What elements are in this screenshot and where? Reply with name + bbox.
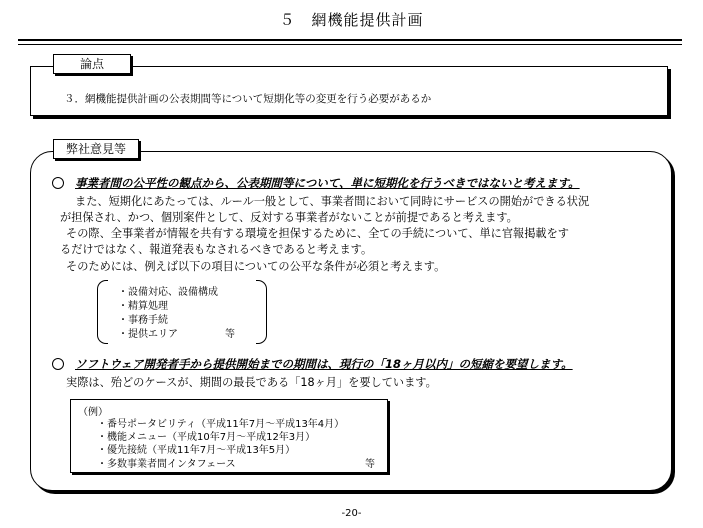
point1-heading: 事業者間の公平性の観点から、公表期間等について、単に短期化を行うべきではないと考えます。 (75, 176, 580, 190)
example-1: ・番号ポータビリティ（平成11年7月～平成13年4月） (97, 419, 345, 430)
point1-line-4: るだけではなく、報道発表もなされるべきであると考えます。 (60, 243, 373, 256)
point1-bullet-icon (52, 177, 64, 189)
example-2: ・機能メニュー（平成10年7月～平成12年3月） (97, 432, 316, 443)
point2-heading: ソフトウェア開発者手から提供開始までの期間は、現行の「18ヶ月以内」の短縮を要望します。 (75, 357, 573, 371)
page-title: ５ 網機能提供計画 (279, 11, 424, 29)
point1-line-2: が担保され、かつ、個別案件として、反対する事業者がないことが前提であると考えます。 (60, 211, 518, 224)
examples-suffix: 等 (365, 459, 375, 470)
point1-line-3: その際、全事業者が情報を共有する環境を担保するために、全ての手続について、単に官報掲載をす (66, 227, 569, 240)
item-3: ・事務手続 (118, 315, 168, 326)
example-label: （例） (78, 407, 108, 418)
issue-text: ３．網機能提供計画の公表期間等について短期化等の変更を行う必要があるか (64, 93, 432, 105)
item-1: ・設備対応、設備構成 (118, 287, 218, 298)
title-rule-thin (18, 44, 682, 45)
page-number: -20- (341, 508, 362, 519)
point2-bullet-icon (52, 358, 64, 370)
item-4: ・提供エリア (118, 329, 178, 340)
opinion-tag: 弊社意見等 (53, 139, 139, 159)
point1-line-5: そのためには、例えば以下の項目についての公平な条件が必須と考えます。 (66, 260, 446, 273)
example-3: ・優先接続（平成11年7月～平成13年5月） (97, 445, 296, 456)
issue-tag: 論点 (53, 54, 131, 74)
title-rule-thick (18, 39, 682, 41)
items-suffix: 等 (225, 329, 235, 340)
item-2: ・精算処理 (118, 301, 168, 312)
point1-line-1: また、短期化にあたっては、ルール一般として、事業者間において同時にサービスの開始ができる状況 (75, 195, 590, 208)
point2-line: 実際は、殆どのケースが、期間の最長である「18ヶ月」を要しています。 (66, 376, 437, 389)
example-4: ・多数事業者間インタフェース (97, 459, 236, 470)
